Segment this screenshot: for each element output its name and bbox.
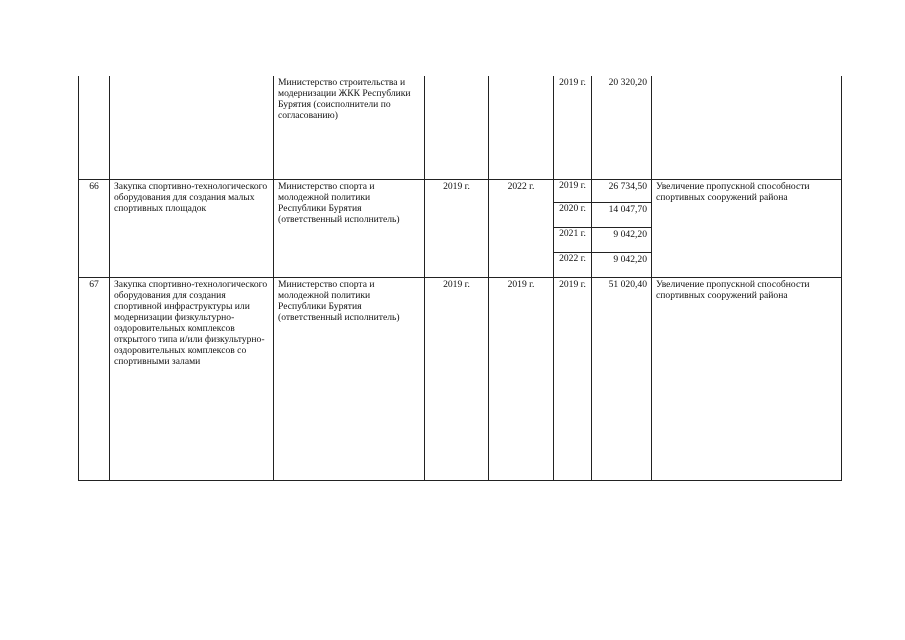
end-date-cell: 2019 г. (489, 277, 554, 480)
executor-cell: Министерство строительства и модернизации ЖКК Республики Бурятия (соисполнители по согласованию) (274, 76, 425, 179)
end-date-cell: 2022 г. (489, 179, 554, 277)
funding-year-cell: 2019 г. (554, 76, 592, 179)
program-table (78, 76, 842, 481)
funding-amount-cell: 14 047,70 (592, 202, 652, 227)
table-row (79, 277, 842, 480)
executor-cell: Министерство спорта и молодежной политики Республики Бурятия (ответственный исполнитель) (274, 277, 425, 480)
start-date-cell: 2019 г. (425, 277, 489, 480)
activity-name-cell: Закупка спортивно-технологического оборудования для создания спортивной инфраструктуры или модернизации физкультурно-оздоровительных комплексов открытого типа и/или физкультурно-оздоровительных комплексов со спортивными залами (110, 277, 274, 480)
table-row (79, 179, 842, 202)
end-date-cell (489, 76, 554, 179)
row-number-cell (79, 76, 110, 179)
funding-year-cell: 2022 г. (554, 252, 592, 277)
result-cell: Увеличение пропускной способности спортивных сооружений района (652, 277, 842, 480)
activity-name-cell: Закупка спортивно-технологического оборудования для создания малых спортивных площадок (110, 179, 274, 277)
funding-amount-cell: 51 020,40 (592, 277, 652, 480)
row-number-cell: 66 (79, 179, 110, 277)
funding-amount-cell: 20 320,20 (592, 76, 652, 179)
funding-amount-cell: 9 042,20 (592, 227, 652, 252)
executor-cell: Министерство спорта и молодежной политики Республики Бурятия (ответственный исполнитель) (274, 179, 425, 277)
funding-year-cell: 2019 г. (554, 277, 592, 480)
activity-name-cell (110, 76, 274, 179)
row-number-cell: 67 (79, 277, 110, 480)
result-cell: Увеличение пропускной способности спортивных сооружений района (652, 179, 842, 277)
funding-amount-cell: 26 734,50 (592, 179, 652, 202)
table-row (79, 76, 842, 179)
funding-year-cell: 2019 г. (554, 179, 592, 202)
result-cell (652, 76, 842, 179)
start-date-cell (425, 76, 489, 179)
funding-year-cell: 2021 г. (554, 227, 592, 252)
start-date-cell: 2019 г. (425, 179, 489, 277)
funding-amount-cell: 9 042,20 (592, 252, 652, 277)
funding-year-cell: 2020 г. (554, 202, 592, 227)
